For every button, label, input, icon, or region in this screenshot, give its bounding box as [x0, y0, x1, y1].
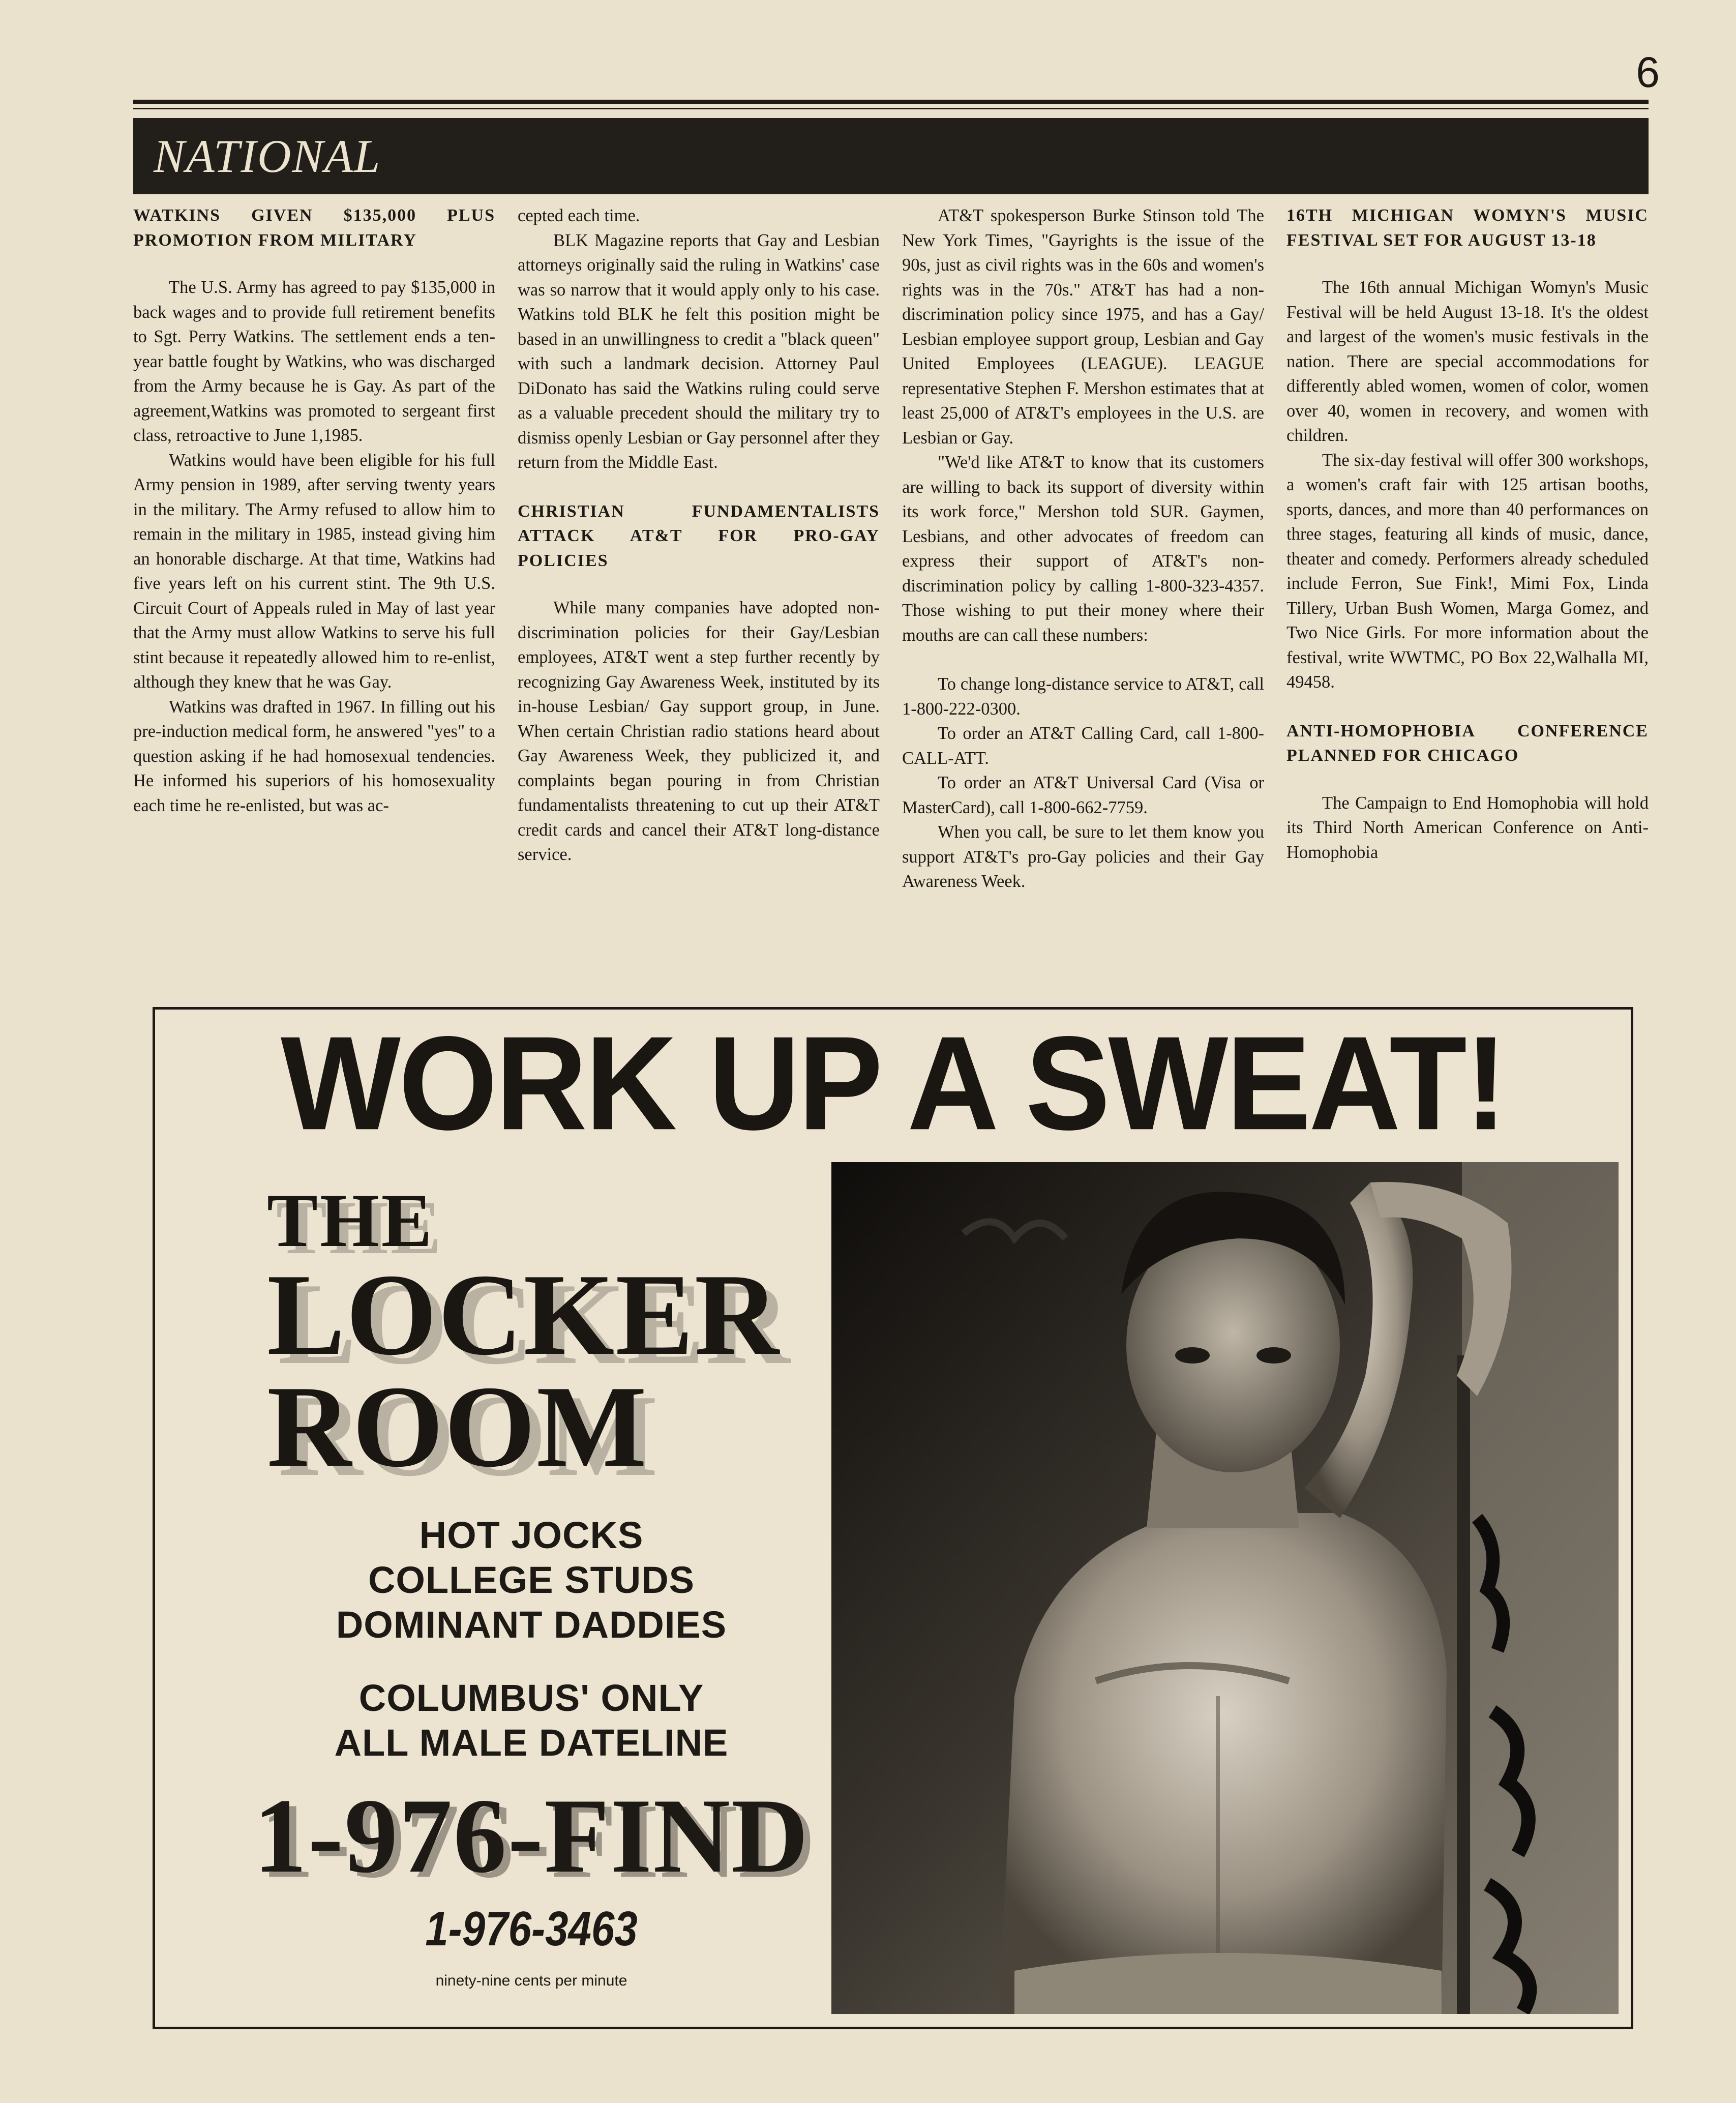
- section-title: NATIONAL: [154, 130, 381, 182]
- ad-phone-word: 1-976-FIND: [253, 1777, 810, 1895]
- ad-tagline-group-1: [196, 1513, 867, 1647]
- advertisement: [153, 1007, 1633, 2029]
- header-rule-thin: [133, 108, 1649, 109]
- ad-tagline-college-studs: COLLEGE STUDS: [368, 1559, 695, 1601]
- page-number: 6: [1636, 48, 1660, 96]
- att-headline: CHRISTIAN FUNDAMENTALISTS ATTACK AT&T FOR PRO-GAY POLICIES: [518, 501, 880, 570]
- ad-tagline-hot-jocks: HOT JOCKS: [419, 1514, 644, 1556]
- ad-brand-line-1: THE: [267, 1178, 434, 1263]
- att-paragraph-3: "We'd like AT&T to know that its customers are willing to back its support of diversity within its work force," Mershon told SUR. Gaymen, Lesbians, and other advocates of freedom can express their support of AT&T's non-discrimination policy by calling 1-800-323-4357. Those wishing to put their money where their mouths are can call these numbers:: [902, 453, 1264, 645]
- watkins-headline: WATKINS GIVEN $135,000 PLUS PROMOTION FROM MILITARY: [133, 206, 495, 250]
- homophobia-paragraph-1: The Campaign to End Homophobia will hold its Third North American Conference on Anti-Homophobia: [1286, 793, 1649, 862]
- michigan-paragraph-1: The 16th annual Michigan Womyn's Music Festival will be held August 13-18. It's the oldest and largest of the women's music festivals in the nation. There are special accommodations for differently abled women, women of color, women over 40, women in recovery, and women with children.: [1286, 278, 1649, 445]
- ad-brand-line-3: ROOM: [267, 1361, 648, 1491]
- homophobia-headline: ANTI-HOMOPHOBIA CONFERENCE PLANNED FOR CHICAGO: [1286, 721, 1649, 765]
- ad-tagline-columbus: COLUMBUS' ONLY: [358, 1677, 704, 1719]
- michigan-paragraph-2: The six-day festival will offer 300 workshops, a women's craft fair with 125 artisan booths, sports, dances, and more than 40 performances on three stages, featuring all kinds of music, dance, theater and comedy. Performers already scheduled include Ferron, Sue Fink!, Mimi Fox, Linda Tillery, Urban Bush Women, Marga Gomez, and Two Nice Girls. For more information about the festival, write WWTMC, PO Box 22,Walhalla MI, 49458.: [1286, 450, 1649, 692]
- att-paragraph-5: To order an AT&T Calling Card, call 1-800-CALL-ATT.: [902, 724, 1264, 768]
- photo-illustration: [831, 1162, 1619, 2014]
- watkins-paragraph-1: The U.S. Army has agreed to pay $135,000 in back wages and to provide full retirement benefits to Sgt. Perry Watkins. The settlement ends a ten-year battle fought by Watkins, who was discharged from the Army because he is Gay. As part of the agreement,Watkins was promoted to sergeant first class, retroactive to June 1,1985.: [133, 278, 495, 445]
- ad-photo: [831, 1162, 1619, 2014]
- att-paragraph-7: When you call, be sure to let them know you support AT&T's pro-Gay policies and their Gay Awareness Week.: [902, 822, 1264, 891]
- michigan-headline: 16TH MICHIGAN WOMYN'S MUSIC FESTIVAL SET FOR AUGUST 13-18: [1286, 206, 1649, 250]
- header-rule: [133, 100, 1649, 104]
- column-3: [902, 203, 1264, 987]
- att-paragraph-2: AT&T spokesperson Burke Stinson told The New York Times, "Gayrights is the issue of the 90s, just as civil rights was in the 60s and women's rights was in the 70s." AT&T has had a non-discrimination policy since 1975, and has a Gay/ Lesbian employee support group, Lesbian and Gay United Employees (LEAGUE). LEAGUE representative Stephen F. Mershon estimates that at least 25,000 of AT&T's employees in the U.S. are Lesbian or Gay.: [902, 206, 1264, 448]
- column-4: [1286, 203, 1649, 987]
- ad-phone-number: 1-976-3463: [425, 1902, 638, 1956]
- watkins-paragraph-3: Watkins was drafted in 1967. In filling out his pre-induction medical form, he answered "yes" to a question asking if he had homosexual tendencies. He informed his superiors of his homosexuality each time he re-enlisted, but was ac-: [133, 697, 495, 815]
- ad-brand-line-2: LOCKER: [267, 1250, 780, 1379]
- column-2: [518, 203, 880, 987]
- att-paragraph-6: To order an AT&T Universal Card (Visa or MasterCard), call 1-800-662-7759.: [902, 773, 1264, 817]
- section-banner: [133, 118, 1649, 194]
- ad-tagline-dateline: ALL MALE DATELINE: [334, 1722, 729, 1764]
- ad-tagline-dominant-daddies: DOMINANT DADDIES: [336, 1604, 727, 1646]
- att-paragraph-1: While many companies have adopted non-discrimination policies for their Gay/Lesbian employees, AT&T went a step further recently by recognizing Gay Awareness Week, instituted by its in-house Lesbian/ Gay support group, in June. When certain Christian radio stations heard about Gay Awareness Week, they publicized it, and complaints began pouring in from Christian fundamentalists threatening to cut up their AT&T credit cards and cancel their AT&T long-distance service.: [518, 598, 880, 864]
- column-1: [133, 203, 495, 987]
- att-paragraph-4: To change long-distance service to AT&T, call 1-800-222-0300.: [902, 674, 1264, 719]
- article-columns: [133, 203, 1649, 987]
- watkins-paragraph-4: cepted each time.: [518, 206, 640, 225]
- ad-price-note: ninety-nine cents per minute: [435, 1972, 627, 1989]
- ad-headline: WORK UP A SWEAT!: [280, 1009, 1506, 1158]
- watkins-paragraph-2: Watkins would have been eligible for his full Army pension in 1989, after serving twenty years in the military. The Army refused to allow him to remain in the military in 1985, instead giving him an honorable discharge. At that time, Watkins had five years left on his current stint. The 9th U.S. Circuit Court of Appeals ruled in May of last year that the Army must allow Watkins to serve his full stint because it repeatedly allowed him to re-enlist, although they knew that he was Gay.: [133, 450, 495, 692]
- ad-brand-logo: [267, 1178, 877, 1491]
- watkins-paragraph-5: BLK Magazine reports that Gay and Lesbian attorneys originally said the ruling in Watkins' case was so narrow that it would apply only to his case. Watkins told BLK he felt this position might be based in an unwillingness to credit a "black queen" with such a landmark decision. Attorney Paul DiDonato has said the Watkins ruling could serve as a valuable precedent should the military try to dismiss openly Lesbian or Gay personnel after they return from the Middle East.: [518, 230, 880, 472]
- ad-tagline-group-2: [196, 1676, 867, 1765]
